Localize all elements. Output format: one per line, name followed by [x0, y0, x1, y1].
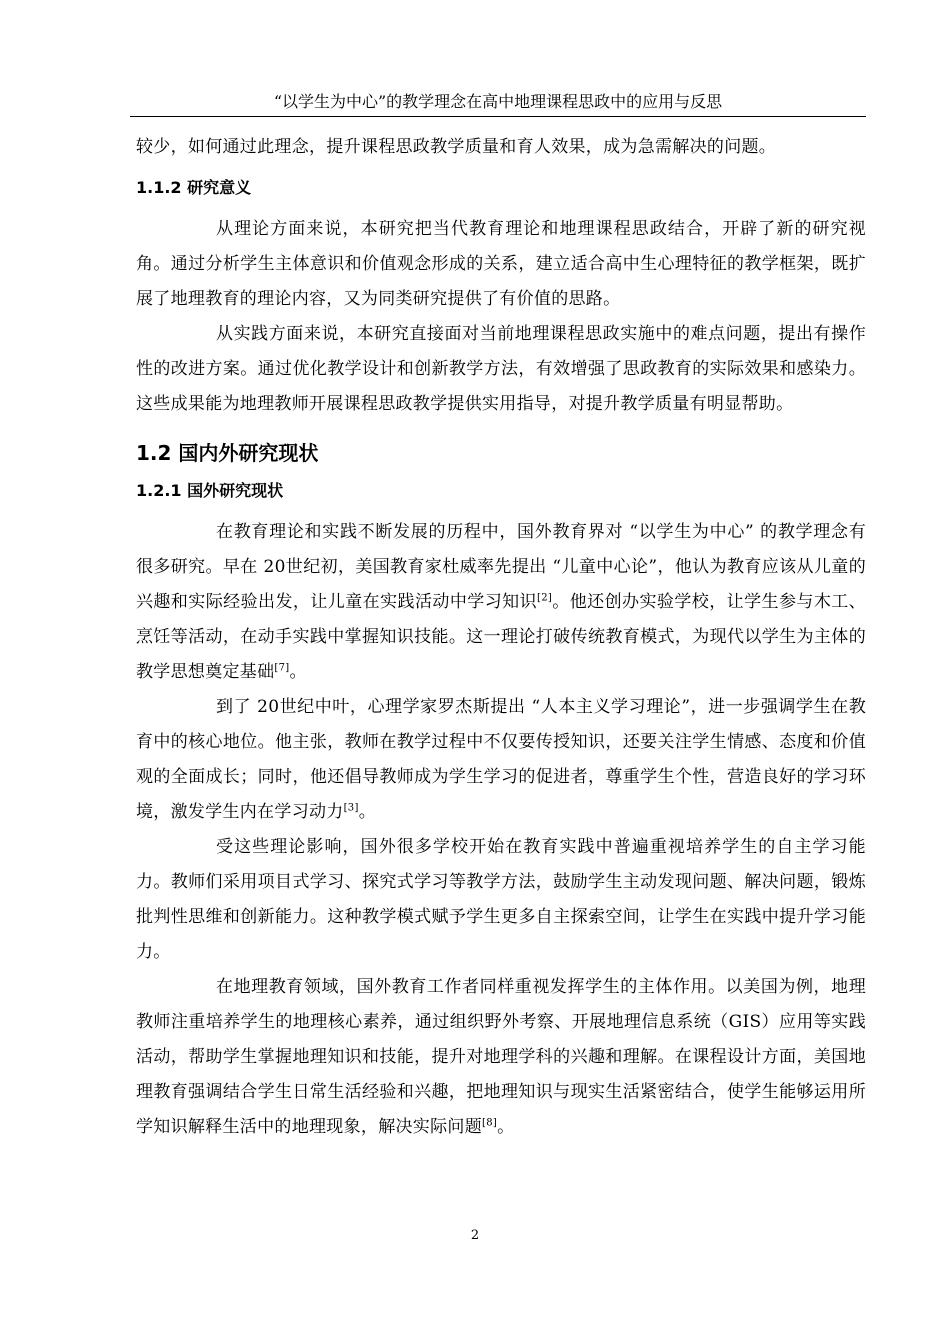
paragraph-dewey-text: 在教育理论和实践不断发展的历程中，国外教育界对 “以学生为中心” 的教学理念有很多研究。早在 20世纪初，美国教育家杜威率先提出 “儿童中心论”，他认为教育应该从儿童的兴趣和实际经验出发，让儿童在实践活动中学习知识 — [136, 522, 866, 612]
page-content — [136, 130, 866, 1145]
citation: [7] — [274, 662, 290, 674]
header-rule — [130, 116, 866, 117]
citation: [2] — [537, 592, 553, 604]
paragraph-end: 。 — [497, 1117, 515, 1137]
paragraph-theory: 从理论方面来说，本研究把当代教育理论和地理课程思政结合，开辟了新的研究视角。通过分析学生主体意识和价值观念形成的关系，建立适合高中生心理特征的教学框架，既扩展了地理教育的理论内容，又为同类研究提供了有价值的思路。 — [136, 219, 866, 309]
paragraph-geography — [136, 970, 866, 1145]
paragraph-practice: 从实践方面来说，本研究直接面对当前地理课程思政实施中的难点问题，提出有操作性的改进方案。通过优化教学设计和创新教学方法，有效增强了思政教育的实际效果和感染力。这些成果能为地理教师开展课程思政教学提供实用指导，对提升教学质量有明显帮助。 — [136, 324, 866, 414]
heading-1-2-1: 1.2.1 国外研究现状 — [136, 481, 284, 500]
heading-1-2: 1.2 国内外研究现状 — [136, 441, 319, 465]
paragraph-end: 。 — [358, 802, 376, 822]
running-header: “以学生为中心”的教学理念在高中地理课程思政中的应用与反思 — [273, 92, 723, 111]
heading-1-1-2: 1.1.2 研究意义 — [136, 178, 252, 197]
page-number: 2 — [470, 1228, 480, 1243]
citation: [8] — [482, 1117, 498, 1129]
paragraph-dewey — [136, 515, 866, 690]
paragraph-rogers-text: 到了 20世纪中叶，心理学家罗杰斯提出 “人本主义学习理论”，进一步强调学生在教育中的核心地位。他主张，教师在教学过程中不仅要传授知识，还要关注学生情感、态度和价值观的全面成长；同时，他还倡导教师成为学生学习的促进者，尊重学生个性，营造良好的学习环境，激发学生内在学习动力 — [136, 697, 866, 822]
paragraph-geography-text: 在地理教育领域，国外教育工作者同样重视发挥学生的主体作用。以美国为例，地理教师注重培养学生的地理核心素养，通过组织野外考察、开展地理信息系统（GIS）应用等实践活动，帮助学生掌握地理知识和技能，提升对地理学科的兴趣和理解。在课程设计方面，美国地理教育强调结合学生日常生活经验和兴趣，把地理知识与现实生活紧密结合，使学生能够运用所学知识解释生活中的地理现象，解决实际问题 — [136, 977, 866, 1137]
continuation-paragraph: 较少，如何通过此理念，提升课程思政教学质量和育人效果，成为急需解决的问题。 — [136, 137, 777, 157]
paragraph-end: 。 — [289, 662, 307, 682]
citation: [3] — [343, 802, 359, 814]
paragraph-autonomy: 受这些理论影响，国外很多学校开始在教育实践中普遍重视培养学生的自主学习能力。教师们采用项目式学习、探究式学习等教学方法，鼓励学生主动发现问题、解决问题，锻炼批判性思维和创新能力。这种教学模式赋予学生更多自主探索空间，让学生在实践中提升学习能力。 — [136, 837, 866, 962]
paragraph-rogers — [136, 690, 866, 830]
paragraph-dewey-text-2: 。他还创办实验学校，让学生参与木工、烹饪等活动，在动手实践中掌握知识技能。这一理论打破传统教育模式，为现代以学生为主体的教学思想奠定基础 — [136, 592, 866, 682]
